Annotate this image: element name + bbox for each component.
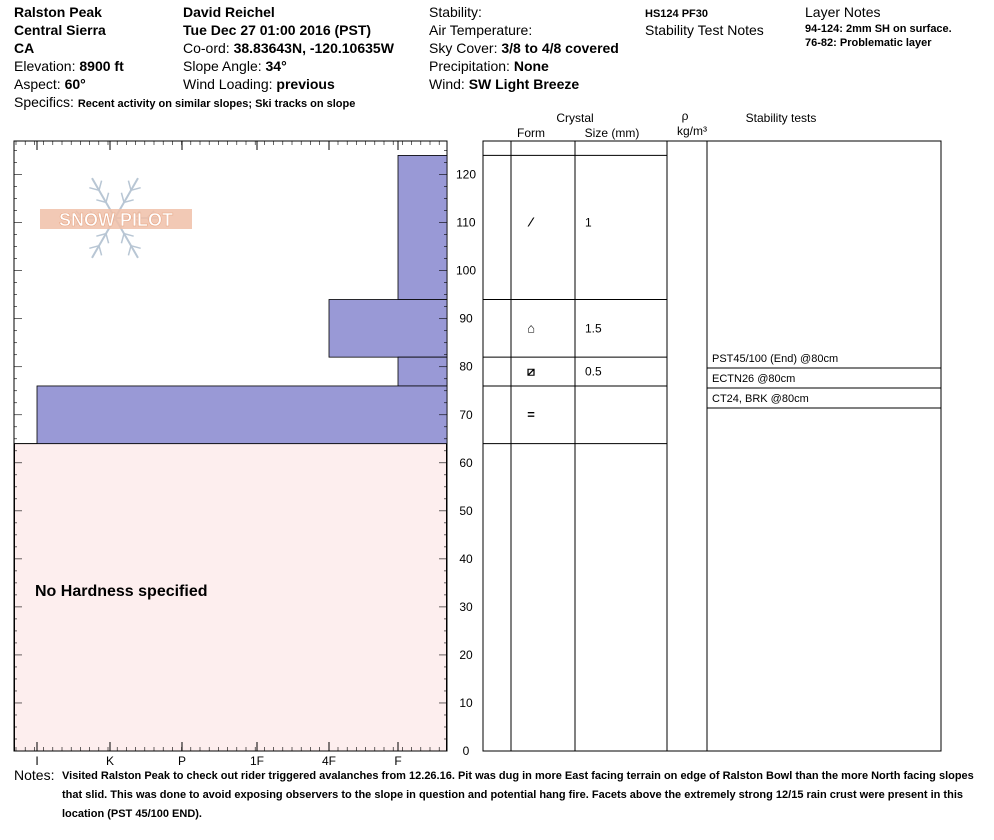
height-tick-label: 120: [455, 167, 477, 182]
stability-test-notes-label: Stability Test Notes: [645, 22, 764, 38]
notes-label: Notes:: [14, 767, 55, 783]
height-tick-label: 90: [459, 311, 473, 326]
crystal-form-symbol: ⧄: [526, 363, 536, 379]
header-crystal: Crystal: [556, 111, 594, 125]
header-size: Size (mm): [584, 126, 640, 140]
crystal-size-value: 1.5: [585, 321, 602, 336]
hardness-tick-label: 1F: [249, 754, 265, 768]
state-name: CA: [14, 40, 35, 56]
crystal-size-value: 0.5: [585, 364, 602, 379]
elevation: Elevation: 8900 ft: [14, 58, 124, 74]
aspect: Aspect: 60°: [14, 76, 86, 92]
height-tick-label: 30: [459, 599, 473, 614]
hardness-tick-label: P: [177, 754, 187, 768]
hardness-tick-label: F: [394, 754, 402, 768]
header-form: Form: [517, 126, 545, 140]
table-frame: [483, 141, 941, 751]
height-tick-label: 110: [456, 215, 476, 230]
height-tick-label: 50: [459, 503, 473, 518]
sky-cover: Sky Cover: 3/8 to 4/8 covered: [429, 40, 619, 56]
no-hardness-label: No Hardness specified: [35, 583, 208, 600]
height-tick-label: 40: [459, 551, 473, 566]
location-name: Ralston Peak: [14, 4, 102, 20]
region-name: Central Sierra: [14, 22, 106, 38]
hardness-tick-label: I: [35, 754, 39, 768]
layer-note: 76-82: Problematic layer: [805, 37, 932, 49]
specifics: Specifics: Recent activity on similar slopes; Ski tracks on slope: [14, 94, 356, 110]
hardness-plot: [14, 141, 447, 768]
precipitation: Precipitation: None: [429, 58, 549, 74]
crystal-form-symbol: =: [527, 406, 535, 422]
hs-pf: HS124 PF30: [645, 8, 708, 20]
observer-name: David Reichel: [183, 4, 275, 20]
height-tick-label: 100: [455, 263, 477, 278]
stability-test-entry: CT24, BRK @80cm: [712, 393, 809, 405]
layer-note: 94-124: 2mm SH on surface.: [805, 23, 952, 35]
crystal-form-symbol: ⌂: [527, 320, 535, 336]
hardness-layer-bar: [398, 155, 447, 299]
height-tick-label: 0: [462, 744, 470, 758]
header-density-symbol: ρ: [681, 109, 689, 123]
hardness-tick-label: 4F: [321, 754, 337, 768]
observation-datetime: Tue Dec 27 01:00 2016 (PST): [183, 22, 372, 38]
coordinates: Co-ord: 38.83643N, -120.10635W: [183, 40, 394, 56]
header-stability-tests: Stability tests: [745, 111, 817, 125]
crystal-size-value: 1: [585, 215, 592, 230]
stability-label: Stability:: [429, 4, 482, 20]
layer-notes-label: Layer Notes: [805, 4, 881, 20]
stability-test-entry: ECTN26 @80cm: [712, 373, 796, 385]
hardness-tick-label: K: [105, 754, 115, 768]
height-tick-label: 10: [459, 695, 473, 710]
height-tick-label: 60: [459, 455, 473, 470]
hardness-layer-bar: [398, 357, 447, 386]
air-temperature-label: Air Temperature:: [429, 22, 533, 38]
header-density-unit: kg/m³: [677, 124, 707, 138]
crystal-form-symbol: ⁄: [529, 214, 533, 230]
height-tick-label: 20: [459, 647, 473, 662]
slope-angle: Slope Angle: 34°: [183, 58, 287, 74]
stability-test-entry: PST45/100 (End) @80cm: [712, 353, 839, 365]
height-tick-label: 70: [459, 407, 473, 422]
wind-loading: Wind Loading: previous: [183, 76, 335, 92]
layer-table: [483, 109, 941, 751]
hardness-layer-bar: [329, 300, 447, 358]
notes-text: Visited Ralston Peak to check out rider triggered avalanches from 12.26.16. Pit was dug in more East facing terrain on edge of Ralston Bowl than the more North facing slopes that slid. This was done to avoid exposing observers to the slope in question and potential hang fire. Facets above the extremely strong 12/15 rain crust were present in this location (PST 45/100 END).: [62, 770, 974, 820]
height-tick-label: 80: [459, 359, 473, 374]
hardness-layer-bar: [37, 386, 447, 444]
logo-text: SNOW PILOT: [59, 210, 173, 230]
wind: Wind: SW Light Breeze: [429, 76, 580, 92]
